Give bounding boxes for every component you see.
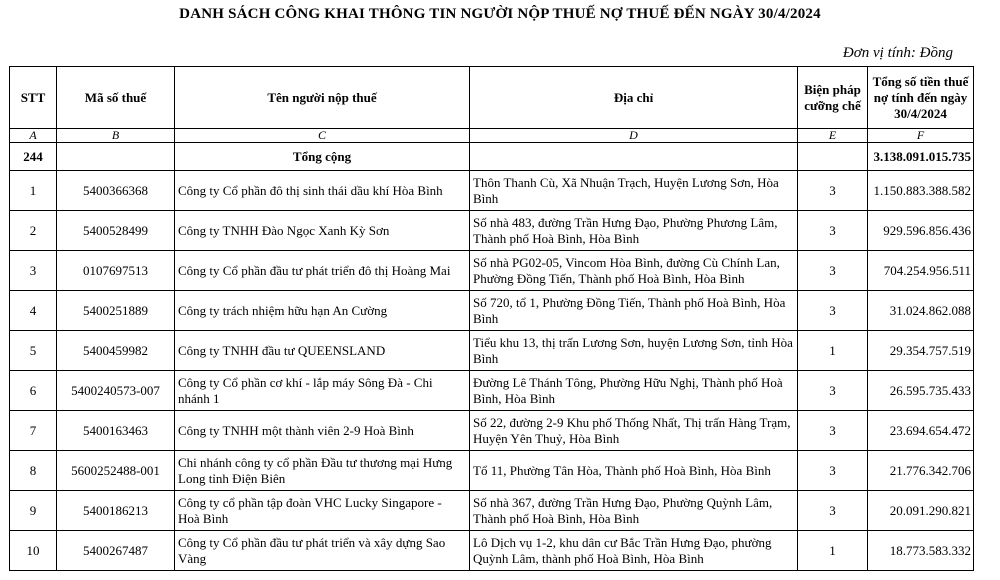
row-measure: 3 [798, 291, 868, 331]
row-name: Công ty TNHH một thành viên 2-9 Hoà Bình [175, 411, 470, 451]
row-address: Số nhà 483, đường Trần Hưng Đạo, Phường Phương Lâm, Thành phố Hoà Bình, Hòa Bình [470, 211, 798, 251]
row-tax-code: 5400163463 [57, 411, 175, 451]
row-stt: 3 [10, 251, 57, 291]
row-tax-code: 5400251889 [57, 291, 175, 331]
header-stt: STT [10, 67, 57, 129]
row-amount: 20.091.290.821 [868, 491, 974, 531]
total-amount: 3.138.091.015.735 [868, 143, 974, 171]
row-address: Đường Lê Thánh Tông, Phường Hữu Nghị, Thành phố Hoà Bình, Hòa Bình [470, 371, 798, 411]
header-total: Tổng số tiền thuế nợ tính đến ngày 30/4/2024 [868, 67, 974, 129]
letter-cell: A [10, 129, 57, 143]
header-tax-code: Mã số thuế [57, 67, 175, 129]
row-name: Công ty TNHH đầu tư QUEENSLAND [175, 331, 470, 371]
page-title: DANH SÁCH CÔNG KHAI THÔNG TIN NGƯỜI NỘP THUẾ NỢ THUẾ ĐẾN NGÀY 30/4/2024 [179, 6, 821, 22]
row-tax-code: 5400267487 [57, 531, 175, 571]
row-measure: 3 [798, 251, 868, 291]
row-name: Công ty Cổ phần đô thị sinh thái dầu khí Hòa Bình [175, 171, 470, 211]
row-stt: 10 [10, 531, 57, 571]
debtor-table [9, 66, 974, 571]
header-measure: Biện pháp cưỡng chế [798, 67, 868, 129]
row-address: Số 22, đường 2-9 Khu phố Thống Nhất, Thị trấn Hàng Trạm, Huyện Yên Thuỷ, Hòa Bình [470, 411, 798, 451]
row-stt: 6 [10, 371, 57, 411]
row-amount: 929.596.856.436 [868, 211, 974, 251]
letter-row [10, 129, 974, 143]
table-row [10, 331, 974, 371]
row-amount: 1.150.883.388.582 [868, 171, 974, 211]
row-amount: 18.773.583.332 [868, 531, 974, 571]
row-stt: 5 [10, 331, 57, 371]
row-stt: 2 [10, 211, 57, 251]
table-row [10, 491, 974, 531]
total-label: Tổng cộng [175, 143, 470, 171]
row-measure: 3 [798, 171, 868, 211]
row-tax-code: 5400186213 [57, 491, 175, 531]
row-address: Thôn Thanh Cù, Xã Nhuận Trạch, Huyện Lương Sơn, Hòa Bình [470, 171, 798, 211]
table-row [10, 531, 974, 571]
row-address: Số nhà PG02-05, Vincom Hòa Bình, đường Cù Chính Lan, Phường Đồng Tiến, Thành phố Hoà Bình, Hòa Bình [470, 251, 798, 291]
row-measure: 1 [798, 531, 868, 571]
letter-cell: C [175, 129, 470, 143]
row-address: Lô Dịch vụ 1-2, khu dân cư Bắc Trần Hưng Đạo, phường Quỳnh Lâm, thành phố Hoà Bình, Hòa Bình [470, 531, 798, 571]
header-name: Tên người nộp thuế [175, 67, 470, 129]
row-stt: 7 [10, 411, 57, 451]
row-name: Công ty TNHH Đào Ngọc Xanh Kỳ Sơn [175, 211, 470, 251]
row-address: Tổ 11, Phường Tân Hòa, Thành phố Hoà Bình, Hòa Bình [470, 451, 798, 491]
row-stt: 8 [10, 451, 57, 491]
header-address: Địa chỉ [470, 67, 798, 129]
row-name: Công ty Cổ phần đầu tư phát triển và xây dựng Sao Vàng [175, 531, 470, 571]
row-measure: 3 [798, 211, 868, 251]
unit-note: Đơn vị tính: Đồng [842, 45, 953, 61]
row-measure: 1 [798, 331, 868, 371]
row-tax-code: 5400366368 [57, 171, 175, 211]
row-name: Công ty Cổ phần cơ khí - lắp máy Sông Đà - Chi nhánh 1 [175, 371, 470, 411]
row-stt: 9 [10, 491, 57, 531]
letter-cell: B [57, 129, 175, 143]
row-amount: 23.694.654.472 [868, 411, 974, 451]
row-address: Tiểu khu 13, thị trấn Lương Sơn, huyện Lương Sơn, tỉnh Hòa Bình [470, 331, 798, 371]
row-tax-code: 0107697513 [57, 251, 175, 291]
header-row [10, 67, 974, 129]
row-tax-code: 5400528499 [57, 211, 175, 251]
row-address: Số 720, tổ 1, Phường Đồng Tiến, Thành phố Hoà Bình, Hòa Bình [470, 291, 798, 331]
row-stt: 4 [10, 291, 57, 331]
row-measure: 3 [798, 491, 868, 531]
row-measure: 3 [798, 411, 868, 451]
row-amount: 21.776.342.706 [868, 451, 974, 491]
row-amount: 31.024.862.088 [868, 291, 974, 331]
row-name: Chi nhánh công ty cổ phần Đầu tư thương mại Hưng Long tỉnh Điện Biên [175, 451, 470, 491]
letter-cell: F [868, 129, 974, 143]
row-address: Số nhà 367, đường Trần Hưng Đạo, Phường Quỳnh Lâm, Thành phố Hoà Bình, Hòa Bình [470, 491, 798, 531]
row-measure: 3 [798, 371, 868, 411]
table-row [10, 411, 974, 451]
table-row [10, 371, 974, 411]
row-name: Công ty cổ phần tập đoàn VHC Lucky Singapore - Hoà Bình [175, 491, 470, 531]
total-count: 244 [10, 143, 57, 171]
row-tax-code: 5400459982 [57, 331, 175, 371]
row-amount: 704.254.956.511 [868, 251, 974, 291]
row-name: Công ty Cổ phần đầu tư phát triển đô thị Hoàng Mai [175, 251, 470, 291]
row-amount: 29.354.757.519 [868, 331, 974, 371]
row-measure: 3 [798, 451, 868, 491]
total-row [10, 143, 974, 171]
row-amount: 26.595.735.433 [868, 371, 974, 411]
row-tax-code: 5400240573-007 [57, 371, 175, 411]
row-stt: 1 [10, 171, 57, 211]
table-row [10, 211, 974, 251]
table-row [10, 171, 974, 211]
table-row [10, 291, 974, 331]
table-row [10, 451, 974, 491]
empty-cell [57, 143, 175, 171]
empty-cell [798, 143, 868, 171]
letter-cell: E [798, 129, 868, 143]
table-row [10, 251, 974, 291]
empty-cell [470, 143, 798, 171]
row-tax-code: 5600252488-001 [57, 451, 175, 491]
row-name: Công ty trách nhiệm hữu hạn An Cường [175, 291, 470, 331]
letter-cell: D [470, 129, 798, 143]
